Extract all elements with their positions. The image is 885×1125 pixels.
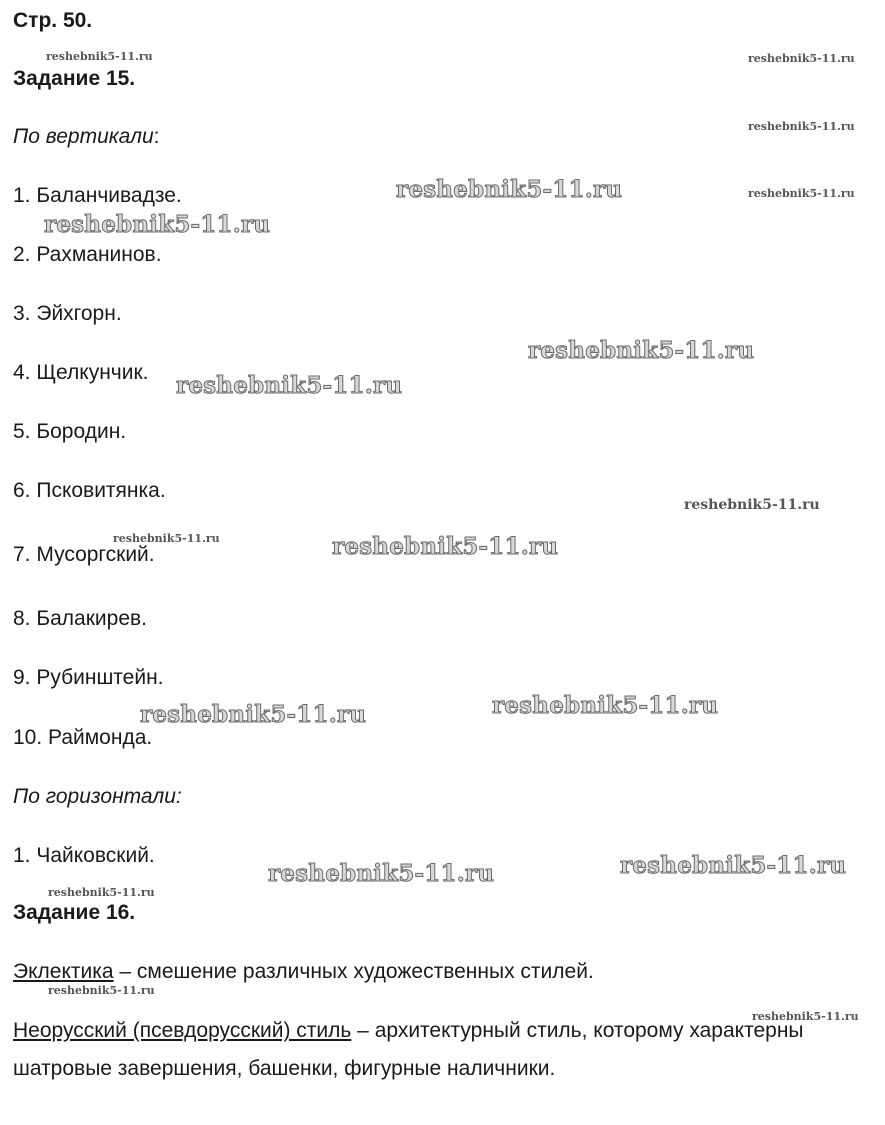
vertical-item-5: 5. Бородин.	[13, 420, 127, 443]
horizontal-heading: По горизонтали:	[13, 785, 182, 808]
watermark: reshebnik5-11.ru	[332, 533, 559, 560]
watermark: reshebnik5-11.ru	[44, 211, 271, 238]
watermark: reshebnik5-11.ru	[684, 497, 820, 513]
watermark: reshebnik5-11.ru	[46, 50, 153, 63]
watermark: reshebnik5-11.ru	[48, 886, 155, 899]
watermark: reshebnik5-11.ru	[48, 984, 155, 997]
term-neo-russian: Неорусский (псевдорусский) стиль	[13, 1019, 352, 1042]
watermark: reshebnik5-11.ru	[396, 176, 623, 203]
vertical-heading	[13, 124, 160, 150]
vertical-item-4: 4. Щелкунчик.	[13, 361, 149, 384]
definition-eclectic	[13, 959, 594, 985]
watermark: reshebnik5-11.ru	[620, 852, 847, 879]
vertical-item-2: 2. Рахманинов.	[13, 243, 162, 266]
vertical-item-6: 6. Псковитянка.	[13, 479, 166, 502]
vertical-colon: :	[153, 125, 160, 148]
page-number-header: Стр. 50.	[13, 9, 93, 32]
horizontal-item-1: 1. Чайковский.	[13, 844, 155, 867]
vertical-item-1: 1. Баланчивадзе.	[13, 184, 182, 207]
term-eclectic: Эклектика	[13, 960, 114, 983]
watermark: reshebnik5-11.ru	[748, 120, 855, 133]
vertical-item-3: 3. Эйхгорн.	[13, 302, 122, 325]
watermark: reshebnik5-11.ru	[748, 52, 855, 65]
watermark: reshebnik5-11.ru	[752, 1010, 859, 1023]
def-neo-russian-1: – архитектурный стиль, которому характерны	[351, 1019, 804, 1042]
def-eclectic: – смешение различных художественных стилей.	[113, 960, 594, 983]
vertical-label: По вертикали	[13, 125, 154, 148]
vertical-item-7: 7. Мусоргский.	[13, 543, 155, 566]
watermark: reshebnik5-11.ru	[748, 187, 855, 200]
watermark: reshebnik5-11.ru	[492, 692, 719, 719]
task-15-title: Задание 15.	[13, 67, 136, 90]
watermark: reshebnik5-11.ru	[176, 372, 403, 399]
watermark: reshebnik5-11.ru	[528, 337, 755, 364]
watermark: reshebnik5-11.ru	[268, 860, 495, 887]
definition-neo-russian-line2: шатровые завершения, башенки, фигурные наличники.	[13, 1057, 556, 1080]
vertical-item-10: 10. Раймонда.	[13, 726, 153, 749]
definition-neo-russian-line1	[13, 1018, 804, 1044]
watermark: reshebnik5-11.ru	[113, 532, 220, 545]
vertical-item-9: 9. Рубинштейн.	[13, 666, 164, 689]
task-16-title: Задание 16.	[13, 901, 136, 924]
watermark: reshebnik5-11.ru	[140, 701, 367, 728]
vertical-item-8: 8. Балакирев.	[13, 607, 148, 630]
